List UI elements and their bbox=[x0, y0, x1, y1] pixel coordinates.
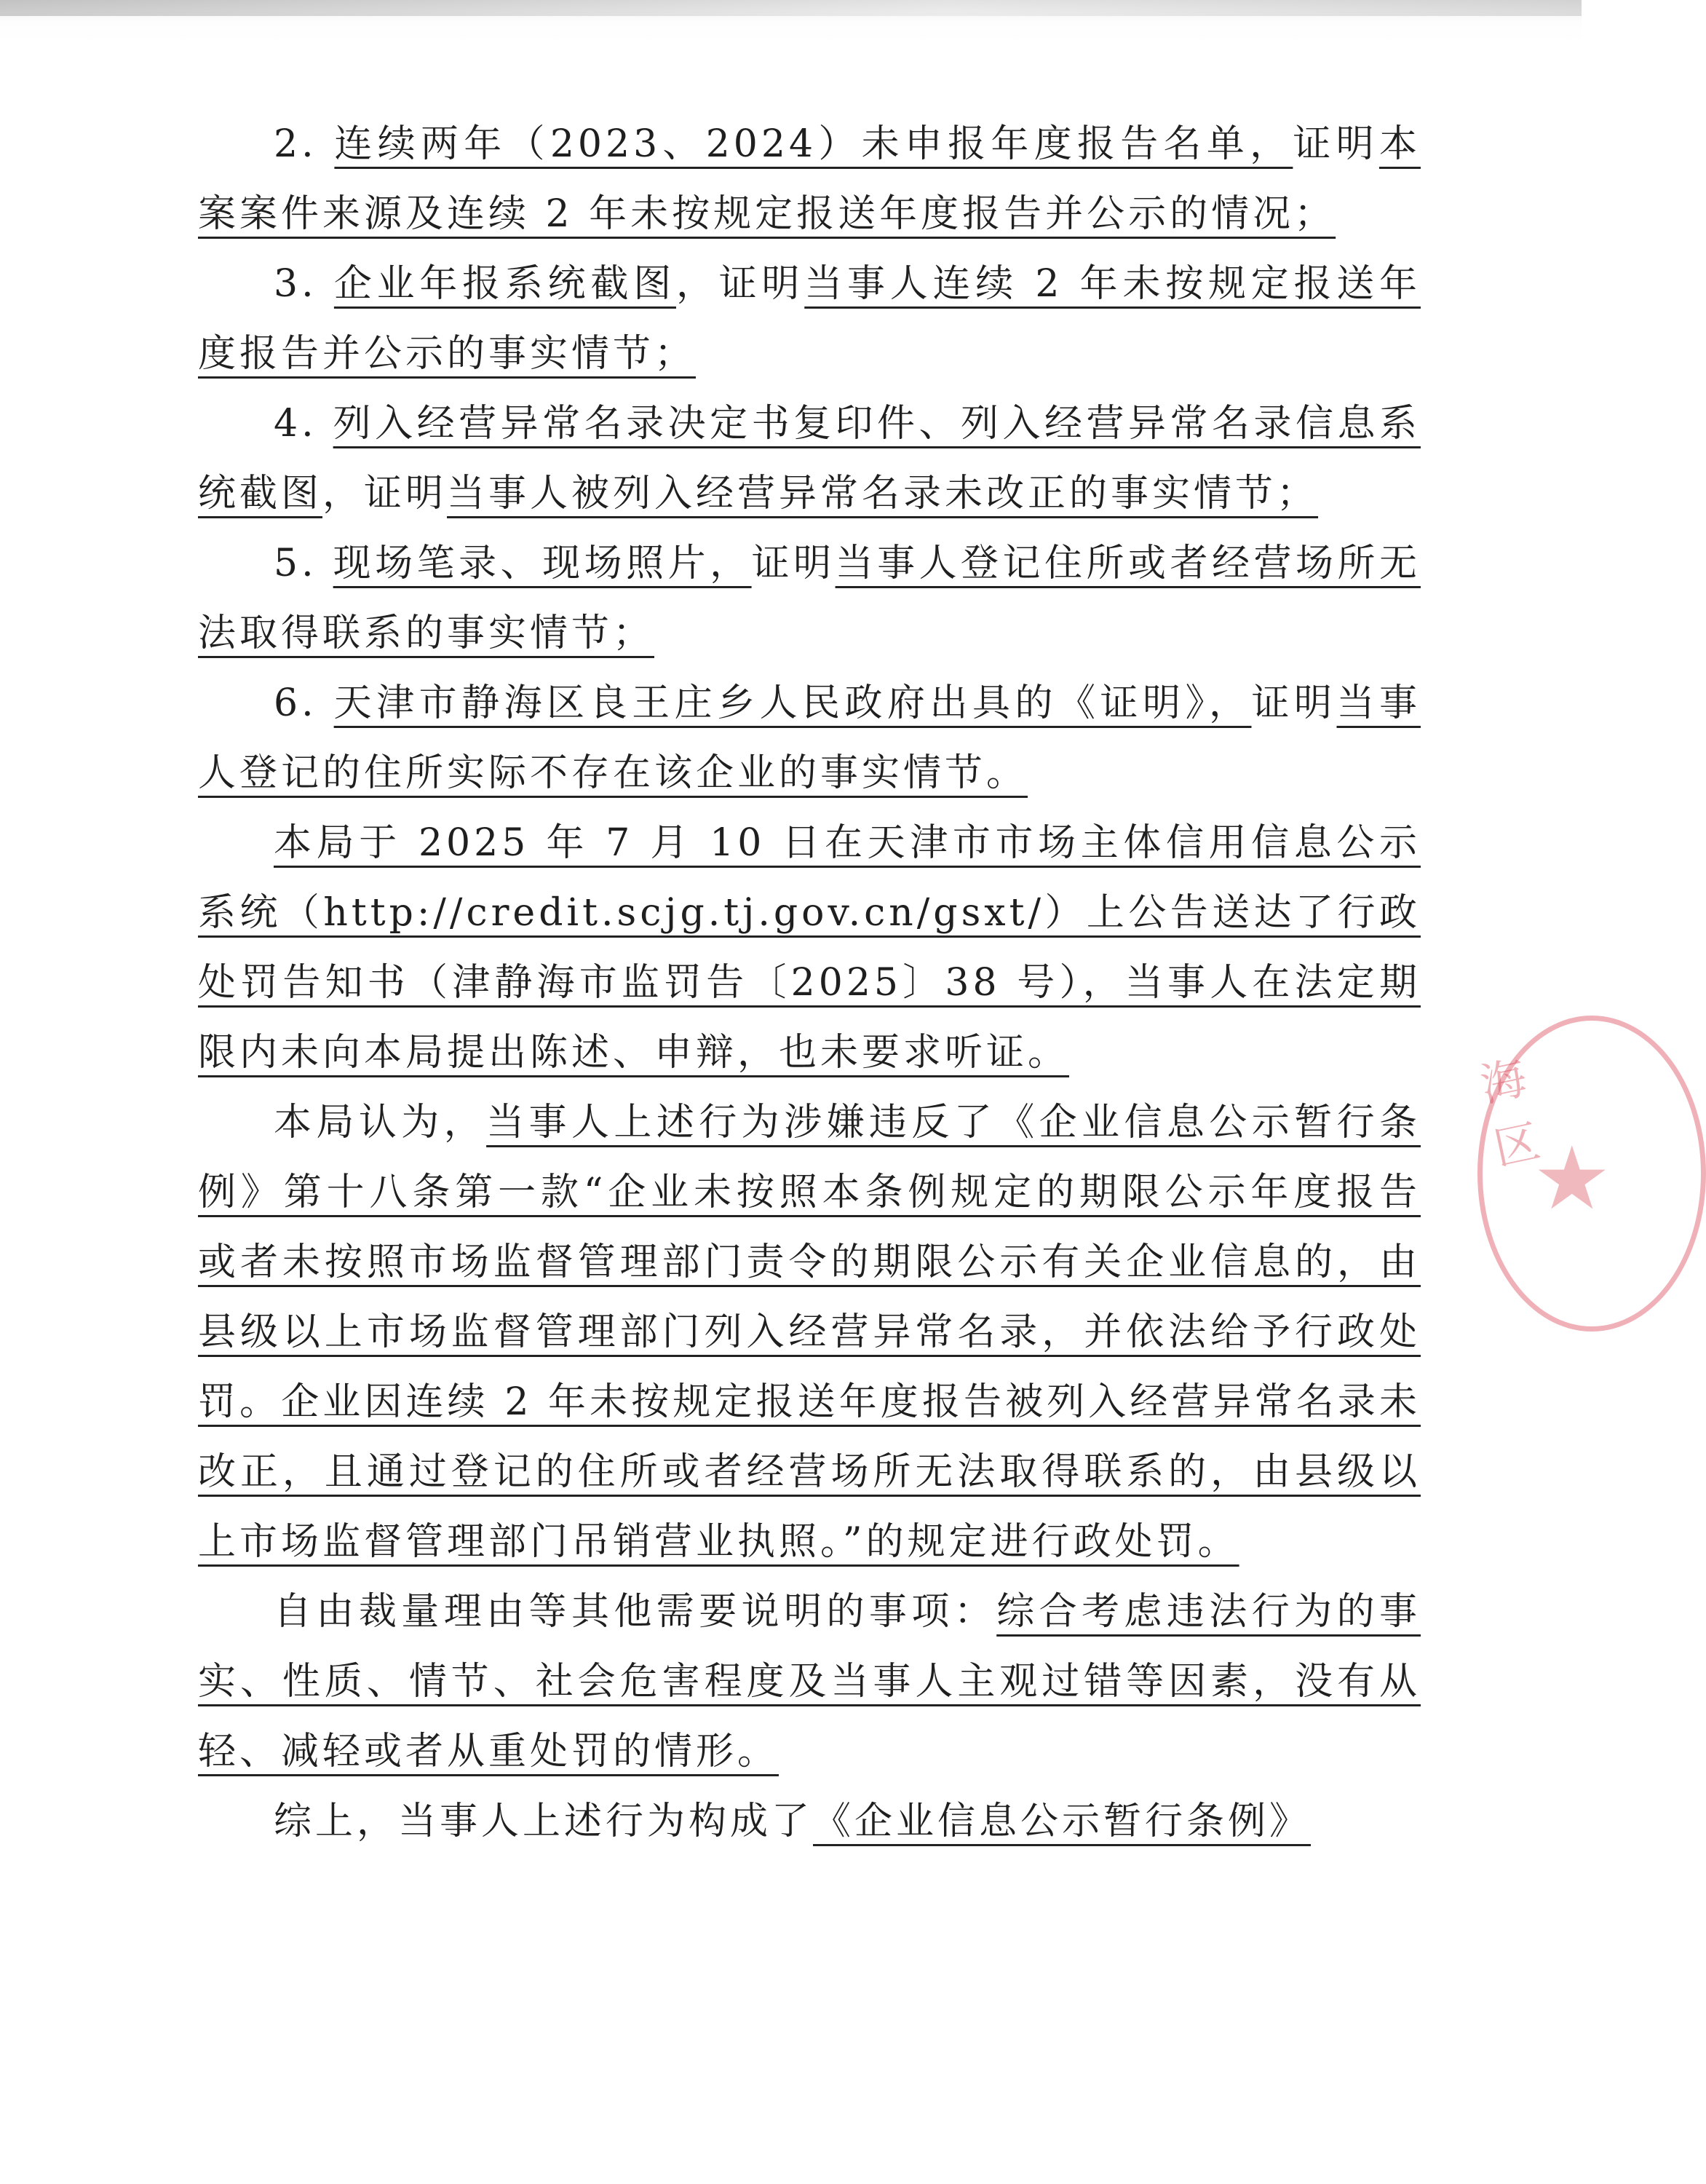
paragraph bbox=[198, 808, 1421, 1088]
paragraph bbox=[198, 1577, 1421, 1787]
underlined-text: 综合考虑违法行为的事实、性质、情节、社会危害程度及当事人主观过错等因素，没有从轻、减轻或者从重处罚的情形。 bbox=[198, 1590, 1421, 1773]
underlined-text: 企业年报系统截图 bbox=[333, 262, 676, 306]
seal-star-icon: ★ bbox=[1533, 1128, 1611, 1230]
underlined-text: 当事人登记的住所实际不存在该企业的事实情节。 bbox=[198, 681, 1421, 795]
plain-text: 自由裁量理由等其他需要说明的事项： bbox=[274, 1590, 997, 1634]
underlined-text: 本局于 2025 年 7 月 10 日在天津市市场主体信用信息公示系统（http://credit.scjg.tj.gov.cn/gsxt/）上公告送达了行政处罚告知书（津静海市监罚告〔2025〕38 号），当事人在法定期限内未向本局提出陈述、申辩，也未要求听证。 bbox=[198, 821, 1421, 1075]
document-body bbox=[198, 109, 1421, 1856]
underlined-text: 《企业信息公示暂行条例》 bbox=[813, 1800, 1312, 1843]
plain-text: 2. bbox=[274, 122, 335, 166]
paragraph bbox=[198, 1088, 1421, 1577]
plain-text: 证明 bbox=[751, 542, 836, 585]
paragraph bbox=[198, 668, 1421, 808]
paragraph bbox=[198, 389, 1421, 529]
plain-text: ，证明 bbox=[675, 262, 805, 306]
paragraph bbox=[198, 109, 1421, 249]
underlined-text: 当事人登记住所或者经营场所无法取得联系的事实情节； bbox=[198, 542, 1421, 655]
plain-text: 证明 bbox=[1251, 681, 1337, 725]
paragraph bbox=[198, 529, 1421, 668]
plain-text: 证明 bbox=[1293, 122, 1379, 166]
underlined-text: 现场笔录、现场照片， bbox=[333, 542, 752, 585]
plain-text: 5. bbox=[274, 542, 333, 585]
paragraph bbox=[198, 1787, 1421, 1856]
plain-text: 3. bbox=[274, 262, 334, 306]
paragraph bbox=[198, 249, 1421, 389]
plain-text: ，证明 bbox=[322, 472, 448, 515]
plain-text: 6. bbox=[274, 681, 334, 725]
underlined-text: 列入经营异常名录决定书复印件、列入经营异常名录信息系统截图 bbox=[198, 402, 1421, 515]
underlined-text: 连续两年（2023、2024）未申报年度报告名单， bbox=[334, 122, 1293, 166]
plain-text: 4. bbox=[274, 402, 333, 446]
scan-top-shadow bbox=[0, 0, 1582, 16]
underlined-text: 当事人上述行为涉嫌违反了《企业信息公示暂行条例》第十八条第一款“企业未按照本条例规定的期限公示年度报告或者未按照市场监督管理部门责令的期限公示有关企业信息的，由县级以上市场监督管理部门列入经营异常名录，并依法给予行政处罚。企业因连续 2 年未按规定报送年度报告被列入经营异常名录未改正，且通过登记的住所或者经营场所无法取得联系的，由县级以上市场监督管理部门吊销营业执照。”的规定进行政处罚。 bbox=[198, 1101, 1421, 1564]
underlined-text: 当事人连续 2 年未按规定报送年度报告并公示的事实情节； bbox=[198, 262, 1421, 376]
underlined-text: 天津市静海区良王庄乡人民政府出具的《证明》， bbox=[333, 681, 1252, 725]
seal-text: 海区 bbox=[1475, 1050, 1547, 1176]
underlined-text: 本案案件来源及连续 2 年未按规定报送年度报告并公示的情况； bbox=[198, 122, 1421, 236]
plain-text: 综上，当事人上述行为构成了 bbox=[274, 1800, 814, 1843]
plain-text: 本局认为， bbox=[274, 1101, 487, 1144]
underlined-text: 当事人被列入经营异常名录未改正的事实情节； bbox=[447, 472, 1319, 515]
